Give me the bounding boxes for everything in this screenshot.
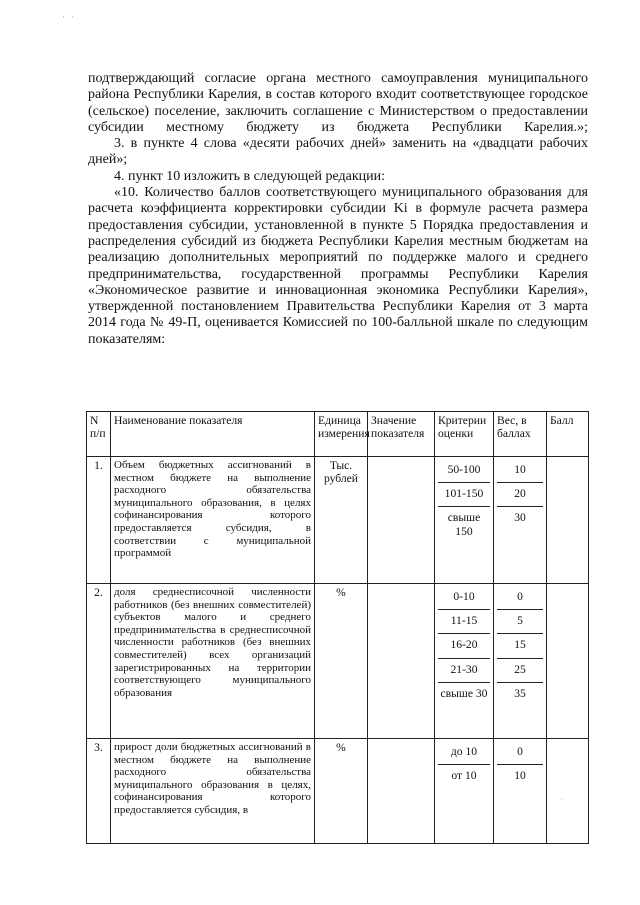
paragraph-item-4: 4. пункт 10 изложить в следующей редакции: [114, 168, 385, 184]
criteria-cell [435, 584, 494, 739]
criterion: свыше 150 [447, 511, 481, 538]
criteria-cell [435, 739, 494, 844]
weight: 0 [497, 586, 543, 610]
scan-mark: · · [62, 12, 77, 22]
criterion: 11-15 [438, 610, 490, 634]
weight: 5 [497, 610, 543, 634]
paragraph-item-3: 3. в пункте 4 слова «десяти рабочих дней» заменить на «двадцати рабочих дней»; [88, 136, 588, 168]
criterion: 0-10 [438, 586, 490, 610]
criterion: от 10 [451, 769, 477, 783]
document-body [88, 71, 588, 348]
table-row [87, 457, 589, 584]
criterion: до 10 [438, 741, 490, 765]
indicator-name: Объем бюджетных ассигнований в местном бюджете на выполнение расходного обязательства муниципального образования, в целях софинансирования которого предоставляется субсидия, в соответствии с муниципальной программой [111, 457, 315, 584]
indicator-name: прирост доли бюджетных ассигнований в местном бюджете на выполнение расходного обязательства муниципального образования в целях, софинансирования которого предоставляется субсидия, в [111, 739, 315, 844]
unit-cell: % [315, 739, 368, 844]
criterion: 21-30 [438, 659, 490, 683]
value-cell [368, 739, 435, 844]
indicator-name: доля среднесписочной численности работников (без внешних совместителей) субъектов малого и среднего предпринимательства в среднесписочной численности работников (без внешних совместителей) всех организаций зарегистрированных на территории соответствующего муниципального образования [111, 584, 315, 739]
score-cell [547, 584, 589, 739]
header-num: N п/п [87, 412, 111, 457]
unit-cell: Тыс. рублей [315, 457, 368, 584]
weight-cell [494, 584, 547, 739]
weight: 25 [497, 659, 543, 683]
weight: 35 [514, 686, 526, 700]
criterion: 16-20 [438, 634, 490, 658]
value-cell [368, 457, 435, 584]
criterion: 101-150 [438, 483, 490, 507]
unit-cell: % [315, 584, 368, 739]
header-unit: Единица измерения [315, 412, 368, 457]
score-cell [547, 739, 589, 844]
table-header-row [87, 412, 589, 457]
paragraph-point-10: «10. Количество баллов соответствующего муниципального образования для расчета коэффициента корректировки субсидии Ki в формуле расчета размера предоставления субсидии, установленной в пункте 5 Порядка предоставления и распределения субсидий из бюджета Республики Карелия местным бюджетам на реализацию дополнительных мероприятий по поддержке малого и среднего предпринимательства, государственной программы Республики Карелия «Экономическое развитие и инновационная экономика Республики Карелия», утвержденной постановлением Правительства Республики Карелия от 3 марта 2014 года № 49-П, оценивается Комиссией по 100-балльной шкале по следующим показателям: [88, 185, 588, 347]
header-name: Наименование показателя [111, 412, 315, 457]
row-number: 2. [87, 584, 111, 739]
weight: 15 [497, 634, 543, 658]
header-criteria: Критерии оценки [435, 412, 494, 457]
row-number: 3. [87, 739, 111, 844]
value-cell [368, 584, 435, 739]
weight: 20 [497, 483, 543, 507]
weight: 0 [497, 741, 543, 765]
header-value: Значение показателя [368, 412, 435, 457]
table-row [87, 739, 589, 844]
weight: 10 [514, 769, 526, 783]
criteria-cell [435, 457, 494, 584]
criterion: 50-100 [438, 459, 490, 483]
header-score: Балл [547, 412, 589, 457]
scan-speck: · [560, 795, 563, 804]
row-number: 1. [87, 457, 111, 584]
weight-cell [494, 457, 547, 584]
indicators-table [86, 411, 589, 844]
weight: 30 [514, 511, 526, 525]
weight: 10 [497, 459, 543, 483]
table-row [87, 584, 589, 739]
header-weight: Вес, в баллах [494, 412, 547, 457]
criterion: свыше 30 [440, 686, 488, 700]
score-cell [547, 457, 589, 584]
paragraph-continuation: подтверждающий согласие органа местного самоуправления муниципального района Республики Карелия, в состав которого входит соответствующее городское (сельское) поселение, заключить соглашение с Министерством о предоставлении субсидии местному бюджету из бюджета Республики Карелия.»; [88, 71, 588, 135]
weight-cell [494, 739, 547, 844]
